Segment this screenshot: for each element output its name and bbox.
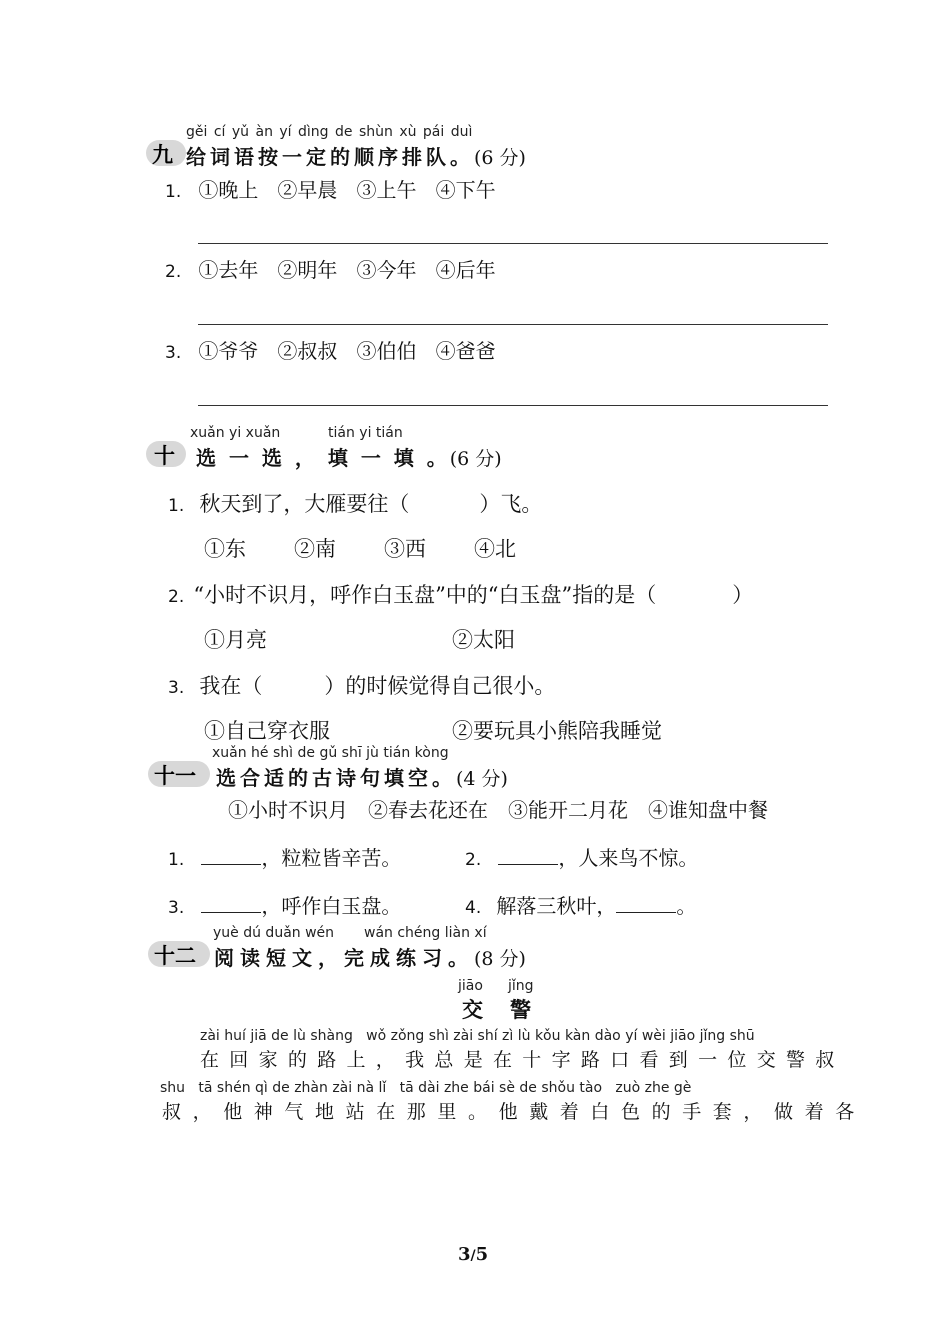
section10-pinyin-a: xuǎn yi xuǎn	[190, 425, 281, 441]
s9-question-3	[165, 335, 496, 364]
section11-score: (4 分)	[456, 768, 508, 790]
s11-options	[228, 794, 768, 823]
s11-item-number: 1.	[168, 850, 185, 870]
s11-item-text-before: 解落三秋叶，	[496, 894, 617, 918]
s10-q2-options	[204, 624, 515, 654]
s9-q2-option: ①去年	[198, 258, 259, 282]
s11-item-blank[interactable]	[616, 894, 676, 913]
passage-line2-text: 叔，他神气地站在那里。他戴着白色的手套，做着各	[162, 1101, 866, 1123]
s9-q1-answer-line[interactable]	[198, 243, 828, 244]
section11-heading	[216, 762, 508, 791]
s10-q2-text-before: “小时不识月，呼作白玉盘”中的“白玉盘”指的是（	[193, 583, 657, 607]
s10-q3-text-after: ）的时候觉得自己很小。	[324, 674, 556, 698]
section12-title: 阅读短文，完成练习。	[214, 946, 474, 970]
s10-q2-option: ①月亮	[204, 628, 267, 652]
section12-badge: 十二	[154, 944, 196, 968]
s11-item-blank[interactable]	[498, 846, 558, 865]
s9-q3-option: ②叔叔	[277, 339, 338, 363]
s10-q1-option: ③西	[384, 537, 426, 561]
passage-title-pinyin-1: jiāo	[458, 978, 483, 994]
s10-question-1	[168, 488, 542, 518]
s11-item-1	[168, 842, 401, 871]
s9-q2-option: ②明年	[277, 258, 338, 282]
s9-q2-option: ④后年	[435, 258, 496, 282]
s10-q2-number: 2.	[168, 587, 185, 607]
s9-question-2	[165, 254, 496, 283]
s9-q1-option: ③上午	[356, 178, 417, 202]
s9-q2-answer-line[interactable]	[198, 324, 828, 325]
s11-item-number: 3.	[168, 898, 185, 918]
s10-q1-options	[204, 533, 516, 563]
s9-q3-number: 3.	[165, 343, 182, 363]
section12-pinyin-b: wán chéng liàn xí	[364, 925, 487, 941]
passage-line1-text: 在回家的路上，我总是在十字路口看到一位交警叔	[200, 1049, 845, 1071]
s11-item-3	[168, 890, 401, 919]
s10-q3-option: ①自己穿衣服	[204, 719, 330, 743]
section10-title: 选 一 选 ， 填 一 填 。	[196, 446, 450, 470]
s9-q3-option: ③伯伯	[356, 339, 417, 363]
s9-question-1	[165, 174, 496, 203]
section11-badge: 十一	[154, 764, 196, 788]
section12-pinyin-a: yuè dú duǎn wén	[213, 925, 335, 941]
section9-badge: 九	[152, 143, 173, 167]
s9-q1-option: ①晚上	[198, 178, 259, 202]
s10-q3-options	[204, 715, 662, 745]
s11-option: ②春去花还在	[368, 798, 488, 822]
s11-item-blank[interactable]	[201, 846, 261, 865]
passage-line1-pinyin: zài huí jiā de lù shàng wǒ zǒng shì zài shí zì lù kǒu kàn dào yí wèi jiāo jǐng shū	[200, 1028, 755, 1044]
section11-title: 选合适的古诗句填空。	[216, 766, 456, 790]
s11-item-text: 。	[676, 894, 697, 918]
s10-q3-option: ②要玩具小熊陪我睡觉	[452, 719, 662, 743]
s11-item-text: ，呼作白玉盘。	[261, 894, 402, 918]
s10-q1-option: ①东	[204, 537, 246, 561]
section9-heading	[186, 141, 526, 170]
section10-pinyin-b: tián yi tián	[328, 425, 403, 441]
s11-option: ①小时不识月	[228, 798, 348, 822]
section10-badge: 十	[154, 444, 175, 468]
page-total: 5	[475, 1244, 489, 1265]
passage-line2-pinyin: shu tā shén qì de zhàn zài nà lǐ tā dài zhe bái sè de shǒu tào zuò zhe gè	[160, 1080, 692, 1096]
s10-q2-text-after: ）	[732, 583, 754, 607]
section10-heading	[196, 442, 502, 471]
section9-score: (6 分)	[474, 147, 526, 169]
page-number	[458, 1244, 488, 1265]
section9-title: 给词语按一定的顺序排队。	[186, 145, 474, 169]
section9-pinyin: gěi cí yǔ àn yí dìng de shùn xù pái duì	[186, 124, 473, 140]
s10-q3-text-before: 我在（	[199, 674, 263, 698]
section10-score: (6 分)	[449, 448, 502, 470]
s10-question-3	[168, 670, 555, 700]
s11-item-number: 4.	[465, 898, 482, 918]
page-separator: /	[470, 1248, 476, 1264]
s9-q1-number: 1.	[165, 182, 182, 202]
section11-pinyin: xuǎn hé shì de gǔ shī jù tián kòng	[212, 745, 449, 761]
s9-q2-number: 2.	[165, 262, 182, 282]
page-current: 3	[458, 1244, 471, 1265]
passage-title-char-2: 警	[510, 997, 531, 1022]
s11-item-2	[465, 842, 698, 871]
s11-item-number: 2.	[465, 850, 482, 870]
s11-item-text: ，粒粒皆辛苦。	[261, 846, 402, 870]
s10-question-2	[168, 579, 753, 609]
s11-item-blank[interactable]	[201, 894, 261, 913]
s11-option: ③能开二月花	[508, 798, 628, 822]
s10-q1-option: ④北	[474, 537, 516, 561]
s10-q3-number: 3.	[168, 678, 185, 698]
s9-q3-answer-line[interactable]	[198, 405, 828, 406]
s9-q3-option: ④爸爸	[435, 339, 496, 363]
s10-q1-option: ②南	[294, 537, 336, 561]
s11-item-4	[465, 890, 696, 919]
passage-title-char-1: 交	[462, 997, 483, 1022]
passage-title-pinyin-2: jǐng	[508, 978, 534, 994]
section12-heading	[214, 942, 526, 971]
section12-score: (8 分)	[474, 948, 526, 970]
s11-option: ④谁知盘中餐	[648, 798, 768, 822]
s10-q2-option: ②太阳	[452, 628, 515, 652]
s9-q2-option: ③今年	[356, 258, 417, 282]
s9-q1-option: ②早晨	[277, 178, 338, 202]
s11-item-text: ，人来鸟不惊。	[558, 846, 699, 870]
s10-q1-text-before: 秋天到了，大雁要往（	[199, 492, 410, 516]
s9-q1-option: ④下午	[435, 178, 496, 202]
s10-q1-text-after: ）飞。	[479, 492, 543, 516]
s9-q3-option: ①爷爷	[198, 339, 259, 363]
s10-q1-number: 1.	[168, 496, 185, 516]
